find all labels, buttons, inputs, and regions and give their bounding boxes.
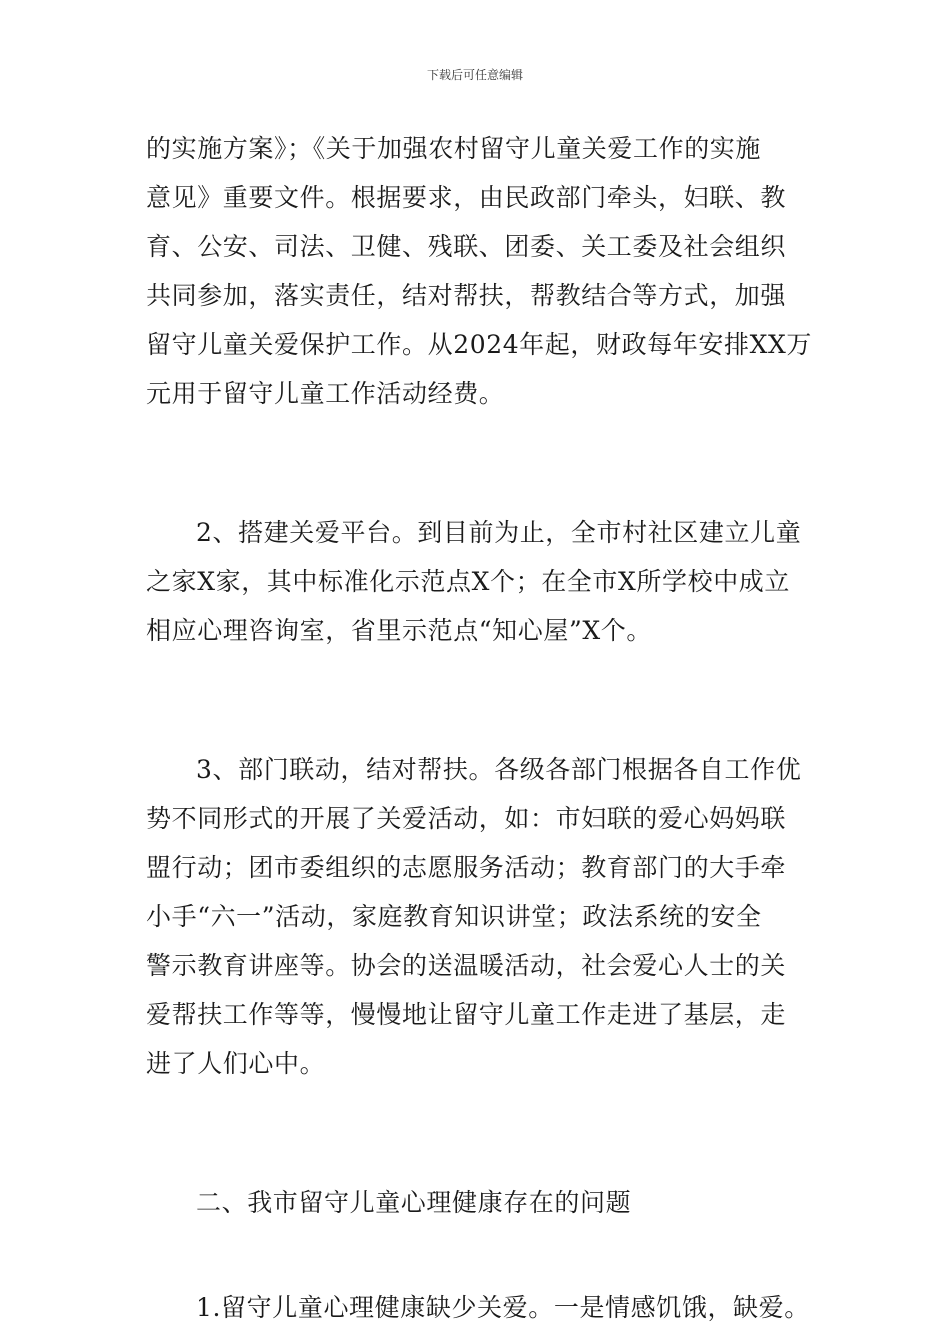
paragraph-gap <box>146 1227 846 1276</box>
paragraph-gap <box>146 467 846 508</box>
text-line: 3、部门联动，结对帮扶。各级各部门根据各自工作优 <box>196 755 802 784</box>
paragraph-gap <box>146 418 846 467</box>
text-line: 的实施方案》；《关于加强农村留守儿童关爱工作的实施 <box>146 134 762 163</box>
text-line: 爱帮扶工作等等，慢慢地让留守儿童工作走进了基层，走 <box>146 1000 787 1029</box>
paragraph-gap <box>146 1088 846 1137</box>
section-heading: 二、我市留守儿童心理健康存在的问题 <box>196 1188 632 1217</box>
paragraph-gap <box>146 655 846 704</box>
paragraph-gap <box>146 704 846 745</box>
text-line: 1.留守儿童心理健康缺少关爱。一是情感饥饿，缺爱。 <box>196 1293 810 1322</box>
page-header: 下载后可任意编辑 <box>426 68 523 82</box>
text-line: 进了人们心中。 <box>146 1049 326 1078</box>
text-line: 盟行动；团市委组织的志愿服务活动；教育部门的大手牵 <box>146 853 787 882</box>
paragraph-2 <box>146 508 846 655</box>
text-line: 之家X家，其中标准化示范点X个；在全市X所学校中成立 <box>146 567 790 596</box>
text-line: 警示教育讲座等。协会的送温暖活动，社会爱心人士的关 <box>146 951 787 980</box>
text-line: 共同参加，落实责任，结对帮扶，帮教结合等方式，加强 <box>146 281 787 310</box>
document-body <box>146 124 846 1332</box>
text-line: 留守儿童关爱保护工作。从2024年起，财政每年安排XX万 <box>146 330 813 359</box>
text-line: 势不同形式的开展了关爱活动，如：市妇联的爱心妈妈联 <box>146 804 787 833</box>
paragraph-3 <box>146 745 846 1088</box>
paragraph-1 <box>146 124 846 418</box>
text-line: 意见》重要文件。根据要求，由民政部门牵头，妇联、教 <box>146 183 787 212</box>
text-line: 2、搭建关爱平台。到目前为止，全市村社区建立儿童 <box>196 518 802 547</box>
text-line: 小手“六一”活动，家庭教育知识讲堂；政法系统的安全 <box>146 902 762 931</box>
text-line: 育、公安、司法、卫健、残联、团委、关工委及社会组织 <box>146 232 787 261</box>
text-line: 相应心理咨询室，省里示范点“知心屋”X个。 <box>146 616 652 645</box>
paragraph-gap <box>146 1276 846 1283</box>
text-line: 元用于留守儿童工作活动经费。 <box>146 379 505 408</box>
paragraph-gap <box>146 1137 846 1178</box>
